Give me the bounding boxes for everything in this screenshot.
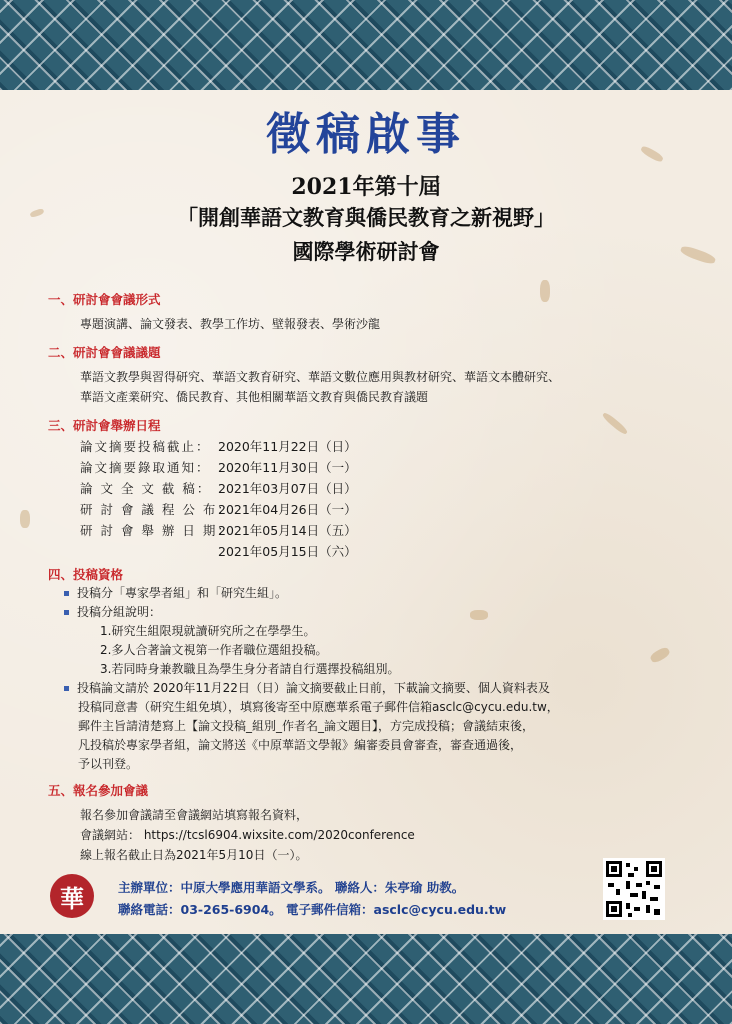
schedule-row: 論文摘要投稿截止： 2020年11月22日（日）	[80, 439, 357, 454]
list-item: 投稿論文請於 2020年11月22日（日）論文摘要截止日前，下載論文摘要、個人資料表及	[64, 679, 559, 698]
bullet-icon	[64, 686, 69, 691]
university-logo-icon: 華	[50, 874, 94, 918]
section-text: 報名參加會議請至會議網站填寫報名資料，	[80, 808, 309, 822]
list-item: 投稿分組說明：	[64, 603, 559, 622]
subtitle-theme: 「開創華語文教育與僑民教育之新視野」	[177, 205, 555, 230]
section-heading: 四、投稿資格	[48, 567, 124, 582]
section-text: 專題演講、論文發表、教學工作坊、壁報發表、學術沙龍	[80, 317, 381, 331]
conference-website[interactable]: 會議網站： https://tcsl6904.wixsite.com/2020conference	[80, 828, 415, 842]
schedule-list	[80, 437, 357, 563]
list-continuation: 郵件主旨請清楚寫上【論文投稿_組別_作者名_論文題目】，方完成投稿；會議結束後，	[78, 719, 535, 733]
list-continuation: 投稿同意書（研究生組免填），填寫後寄至中原應華系電子郵件信箱asclc@cycu.edu.tw，	[78, 700, 559, 714]
bullet-icon	[64, 610, 69, 615]
section-heading: 三、研討會舉辦日程	[48, 418, 161, 433]
top-pattern-band	[0, 0, 732, 90]
schedule-row: 研 討 會 舉 辦 日 期：2021年05月14日（五）	[80, 523, 357, 538]
schedule-row: 2021年05月15日（六）	[218, 544, 357, 559]
section-topics	[48, 343, 560, 407]
section-heading: 一、研討會會議形式	[48, 292, 161, 307]
subtitle-year: 2021年第十屆	[291, 174, 441, 200]
bullet-icon	[64, 591, 69, 596]
section-text: 線上報名截止日為2021年5月10日（一）。	[80, 848, 308, 862]
section-heading: 五、報名參加會議	[48, 783, 149, 798]
page-title: 徵稿啟事	[266, 109, 466, 160]
schedule-row: 論文摘要錄取通知： 2020年11月30日（一）	[80, 460, 357, 475]
list-subitem: 1.研究生組限現就讀研究所之在學學生。	[100, 624, 316, 638]
section-heading: 二、研討會會議議題	[48, 345, 161, 360]
section-format	[48, 290, 380, 334]
footer-contact: 聯絡電話：03-265-6904。 電子郵件信箱：asclc@cycu.edu.tw	[118, 902, 507, 917]
footer-organizer: 主辦單位：中原大學應用華語文學系。 聯絡人：朱亭瑜 助教。	[118, 880, 465, 895]
qr-code-icon	[603, 858, 665, 920]
schedule-row: 論 文 全 文 截 稿： 2021年03月07日（日）	[80, 481, 357, 496]
list-continuation: 凡投稿於專家學者組，論文將送《中原華語文學報》編審委員會審查，審查通過後，	[78, 738, 523, 752]
section-registration	[48, 781, 415, 865]
bottom-pattern-band	[0, 934, 732, 1024]
section-text: 華語文教學與習得研究、華語文教育研究、華語文數位應用與教材研究、華語文本體研究、	[80, 370, 561, 384]
schedule-row: 研 討 會 議 程 公 布：2021年04月26日（一）	[80, 502, 357, 517]
eligibility-list	[64, 584, 559, 774]
section-text: 華語文產業研究、僑民教育、其他相關華語文教育與僑民教育議題	[80, 390, 429, 404]
subtitle-event: 國際學術研討會	[292, 239, 440, 264]
list-continuation: 予以刊登。	[78, 757, 139, 771]
list-subitem: 3.若同時身兼教職且為學生身分者請自行選擇投稿組別。	[100, 662, 400, 676]
list-subitem: 2.多人合著論文視第一作者職位選組投稿。	[100, 643, 328, 657]
list-item: 投稿分「專家學者組」和「研究生組」。	[64, 584, 559, 603]
